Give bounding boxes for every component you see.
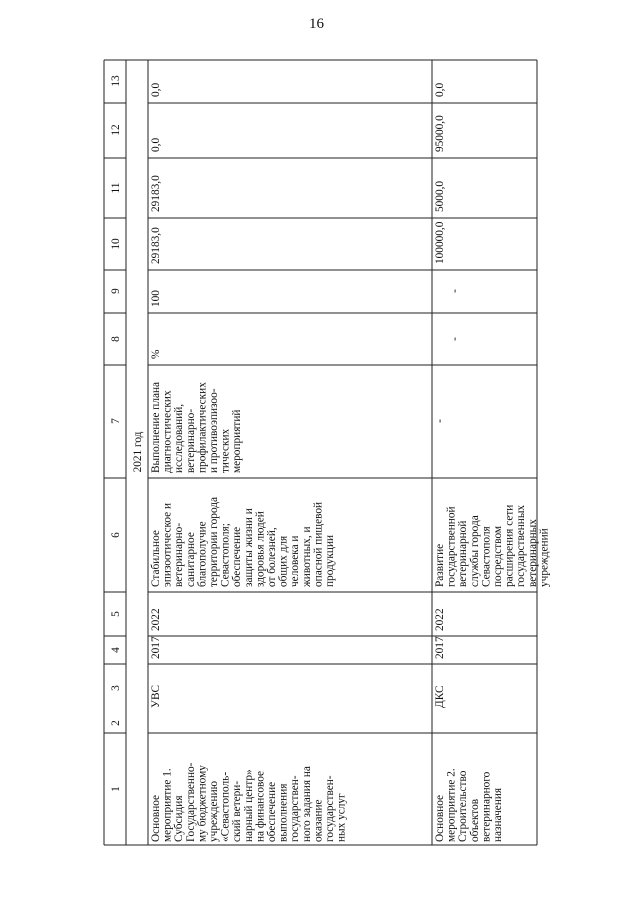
column-number-11: 11 — [110, 182, 122, 194]
row-1-c13: 0,0 — [150, 82, 162, 97]
table-cells — [110, 75, 550, 842]
row-2-c12: 95000,0 — [434, 115, 446, 152]
column-number-2: 2 — [110, 720, 122, 726]
row-1-end: 2022 — [150, 608, 162, 631]
row-1-result-line: ветеринарно- — [173, 522, 186, 587]
row-1-result-line: благополучие — [196, 521, 209, 587]
row-2-event-line: мероприятие 2. — [445, 768, 458, 842]
row-2-result-line: расширения сети — [503, 504, 516, 587]
row-1-event-line: мероприятие 1. — [161, 768, 174, 842]
column-number-8: 8 — [110, 336, 122, 342]
row-1-event-line: ский ветери- — [231, 780, 244, 842]
row-1-indicator-line: Выполнение плана — [150, 381, 162, 473]
row-2-executor: ДКС — [434, 685, 446, 708]
row-2-result-line: учреждений — [538, 528, 551, 587]
page-number: 16 — [309, 16, 324, 32]
column-number-6: 6 — [110, 532, 122, 538]
row-1-indicator-line: диагностических — [161, 390, 174, 473]
row-2-result-line: государственной — [445, 506, 458, 587]
row-2-event-line: объектов — [468, 798, 481, 842]
row-1-indicator-line: тических — [219, 428, 232, 473]
column-number-9: 9 — [110, 288, 122, 294]
row-2-end: 2022 — [434, 608, 446, 631]
row-1-event-line: Государственно- — [184, 762, 197, 842]
row-1-result-line: территории города — [208, 496, 220, 587]
row-1-event-line: государствен- — [324, 775, 336, 842]
row-1-start: 2017 — [150, 636, 162, 659]
column-number-4: 4 — [110, 647, 122, 653]
row-2-event-line: Основное — [434, 794, 446, 842]
row-2-c13: 0,0 — [434, 82, 446, 97]
row-1-event-line: «Севастополь- — [219, 771, 232, 842]
row-2-event-line: назначения — [492, 787, 504, 842]
column-number-5: 5 — [110, 611, 122, 617]
row-1-result-line: Севастополя; — [219, 523, 232, 587]
row-1-indicator-line: и противоэпизоо- — [208, 388, 220, 473]
row-2-total: 100000,0 — [434, 221, 446, 264]
row-2-result-line: ветеринарных — [526, 519, 539, 587]
row-2-result-line: ветеринарной — [457, 520, 470, 587]
row-1-indicator-line: мероприятий — [231, 409, 244, 473]
row-2-c11: 5000,0 — [434, 180, 446, 212]
row-2-result-line: посредством — [492, 525, 504, 587]
row-1-total: 29183,0 — [150, 227, 162, 264]
row-1-event-line: му бюджетному — [196, 765, 209, 842]
row-1-result-line: от болезней, — [266, 527, 278, 587]
row-1-result-line: эпизоотическое и — [161, 502, 174, 587]
row-2-result-line: Севастополя — [480, 526, 493, 587]
row-1-event-line: Основное — [150, 794, 162, 842]
row-1-c11: 29183,0 — [150, 175, 162, 212]
row-2-start: 2017 — [434, 636, 446, 659]
column-number-7: 7 — [110, 418, 122, 424]
row-1-result-line: здоровья людей — [254, 511, 267, 587]
column-number-10: 10 — [110, 238, 122, 250]
row-1-executor: УВС — [150, 684, 162, 708]
row-1-unit: % — [150, 349, 162, 359]
row-1-result-line: санитарное — [184, 532, 197, 587]
column-number-13: 13 — [110, 75, 122, 87]
row-2-indicator-line: - — [434, 419, 446, 423]
row-1-event-line: нарный центр» — [242, 769, 255, 842]
row-1-indicator-line: исследований, — [173, 403, 186, 473]
row-1-event-line: учреждению — [208, 780, 220, 842]
row-1-c12: 0,0 — [150, 137, 162, 152]
row-1-value: 100 — [150, 290, 162, 307]
row-1-result-line: продукции — [324, 534, 336, 587]
row-2-event-line: Строительство — [457, 770, 470, 842]
row-1-result-line: человека и — [289, 535, 302, 587]
row-1-event-line: обеспечение — [266, 781, 278, 842]
year-header: 2021 год — [132, 431, 144, 473]
row-1-event-line: ного задания на — [300, 766, 313, 842]
row-1-event-line: оказание — [312, 799, 325, 842]
row-2-result-line: Развитие — [434, 543, 446, 587]
row-1-result-line: опасной пищевой — [312, 501, 325, 587]
row-1-result-line: обеспечение — [231, 526, 244, 587]
row-1-event-line: государствен- — [289, 775, 302, 842]
row-1-result-line: общих для — [277, 535, 290, 587]
row-1-result-line: защиты жизни и — [242, 508, 255, 587]
column-number-12: 12 — [110, 124, 122, 136]
row-1-result-line: животных, и — [300, 526, 313, 587]
row-2-value: - — [449, 289, 461, 293]
row-1-result-line: Стабильное — [150, 530, 162, 587]
row-1-event-line: выполнения — [277, 783, 290, 842]
row-1-indicator-line: профилактических — [196, 382, 209, 473]
column-number-3: 3 — [110, 685, 122, 691]
row-2-result-line: государственных — [515, 504, 528, 587]
row-2-unit: - — [449, 337, 461, 341]
row-1-indicator-line: ветеринарно- — [184, 408, 197, 473]
column-number-1: 1 — [110, 786, 122, 792]
row-1-event-line: ных услуг — [335, 793, 348, 842]
row-1-event-line: Субсидия — [173, 795, 186, 842]
row-1-event-line: на финансовое — [254, 770, 267, 842]
row-2-result-line: службы города — [468, 515, 481, 587]
row-2-event-line: ветеринарного — [480, 771, 493, 842]
